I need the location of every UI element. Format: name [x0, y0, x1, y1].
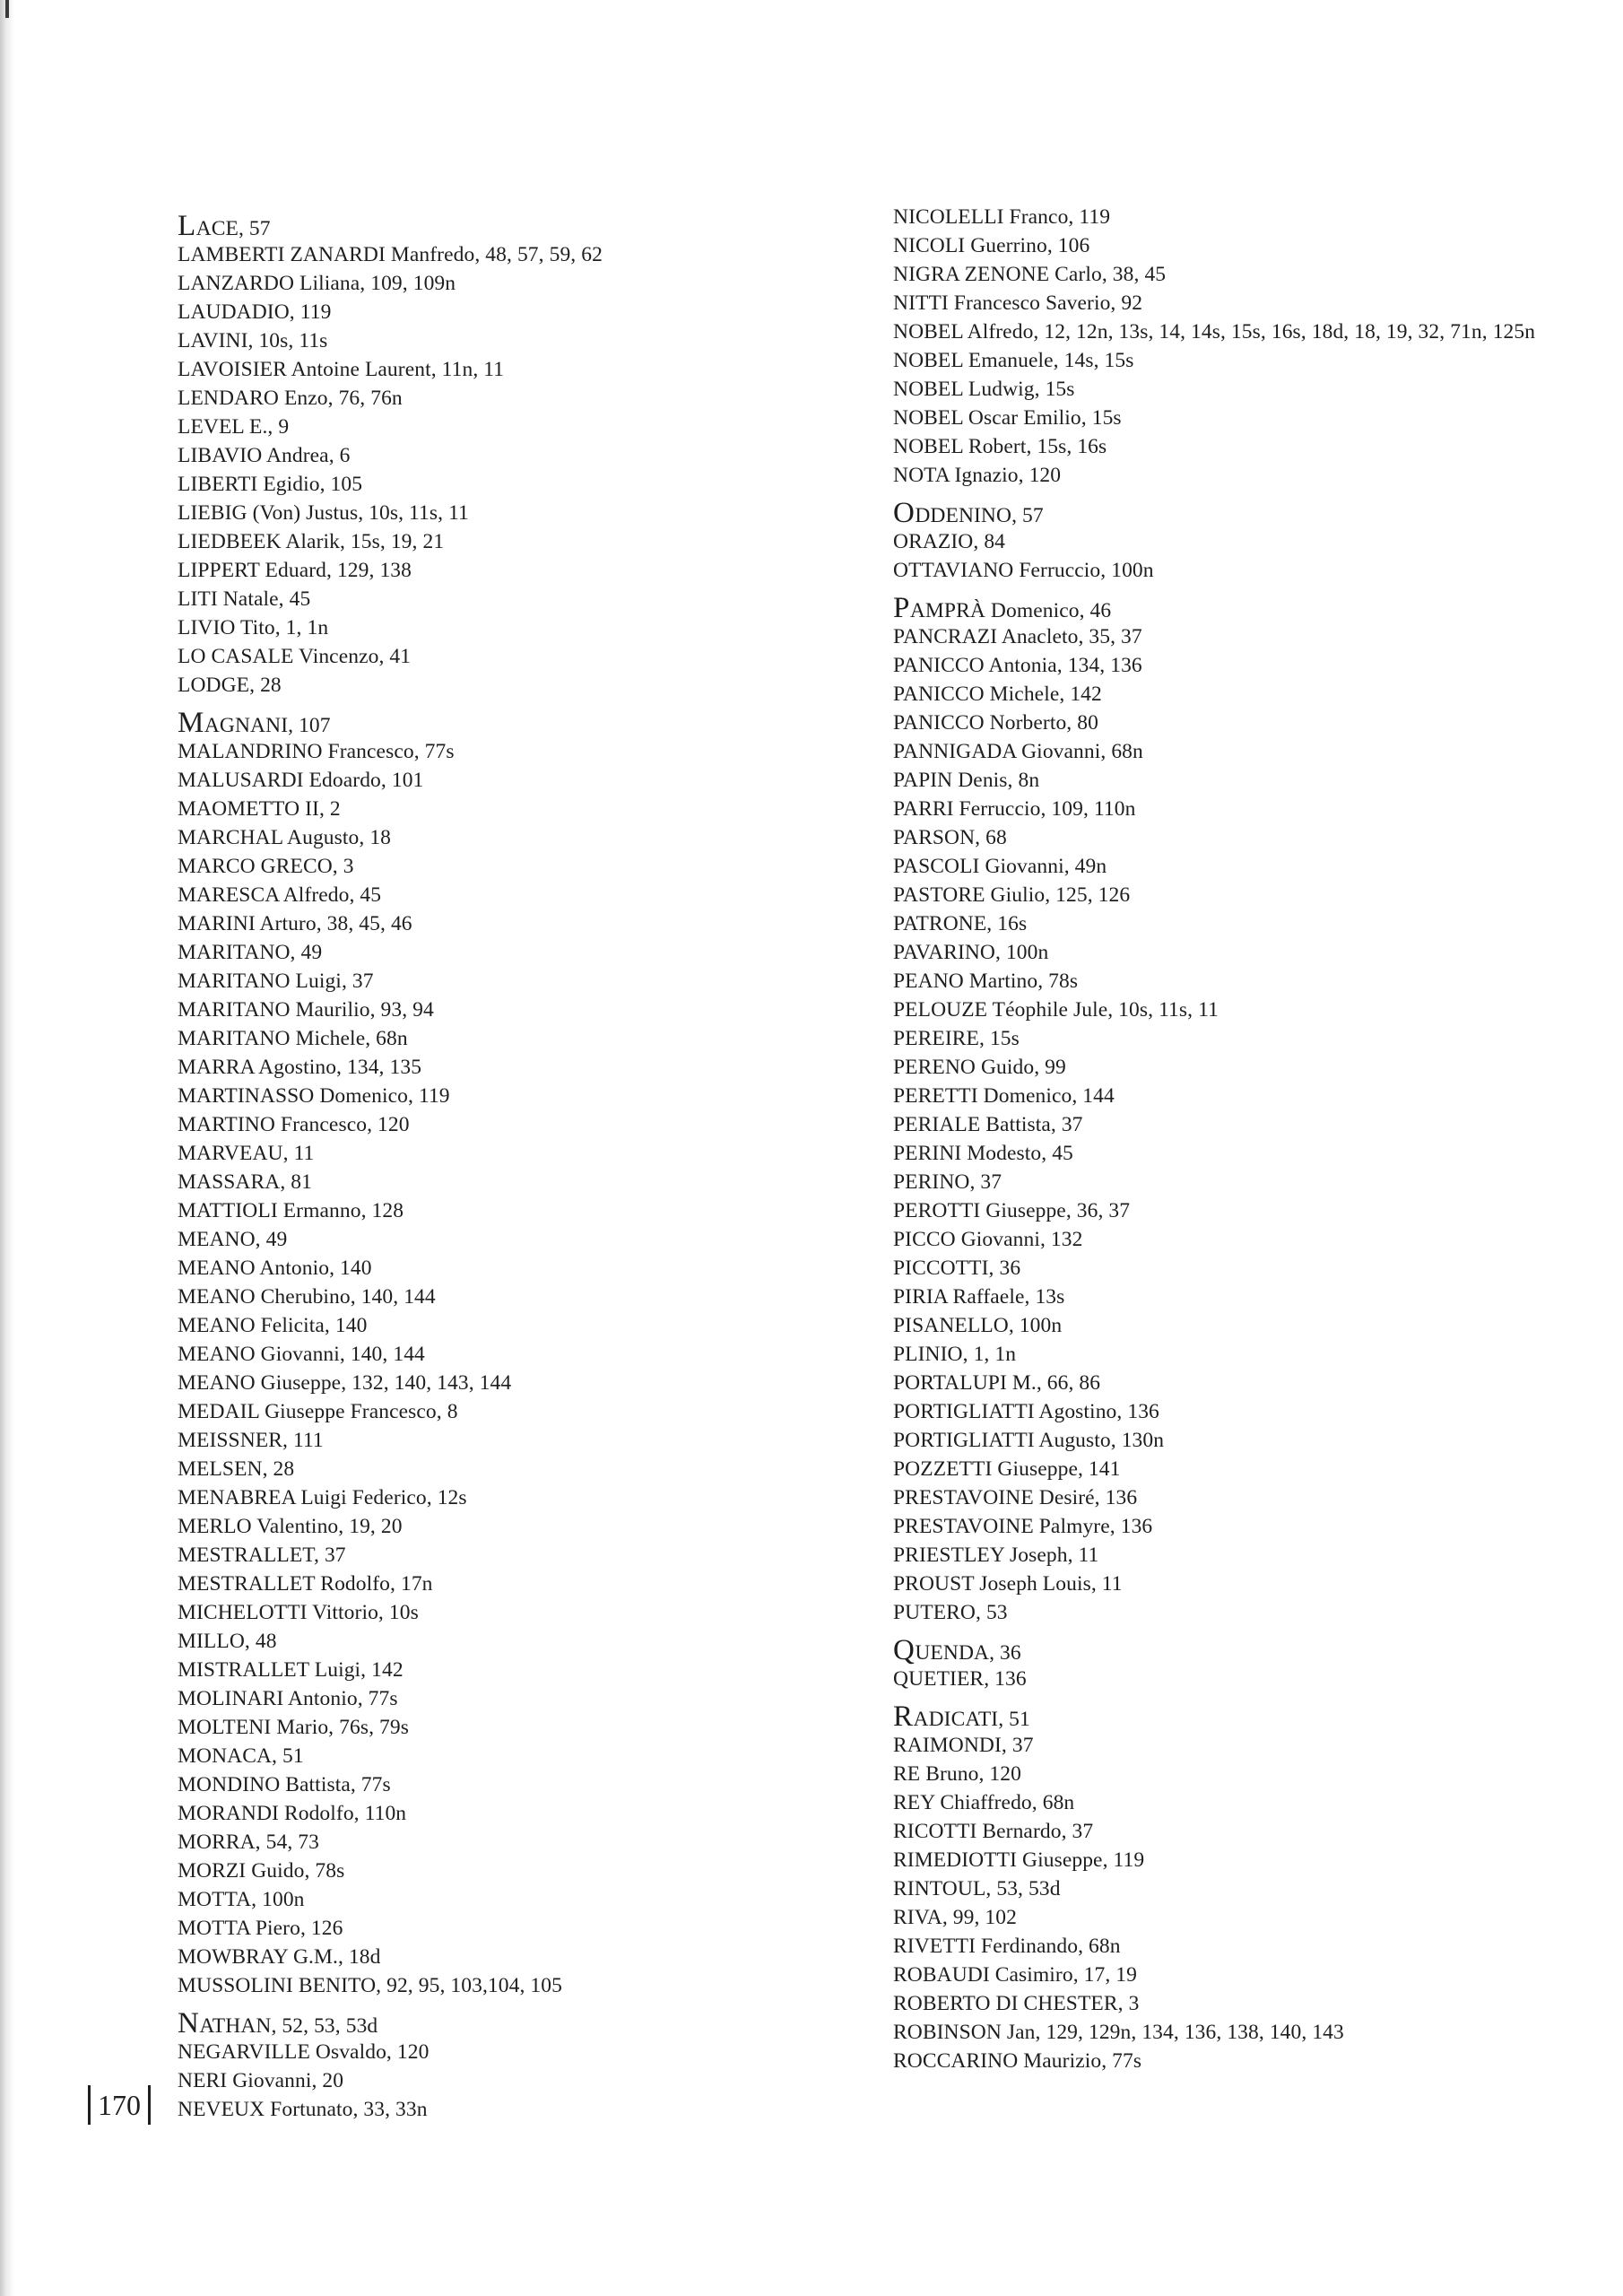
index-entry: LAMBERTI ZANARDI Manfredo, 48, 57, 59, 62	[178, 243, 603, 266]
index-entry: PEANO Martino, 78s	[893, 970, 1079, 993]
index-entry: ROCCARINO Maurizio, 77s	[893, 2049, 1142, 2073]
index-entry: PRESTAVOINE Desiré, 136	[893, 1486, 1138, 1509]
index-entry: MELSEN, 28	[178, 1457, 295, 1481]
index-entry-text: DDENINO, 57	[915, 504, 1044, 527]
index-entry: MONDINO Battista, 77s	[178, 1773, 391, 1796]
index-entry: MARITANO Maurilio, 93, 94	[178, 998, 434, 1022]
index-entry: MARITANO, 49	[178, 941, 323, 964]
index-section-start	[178, 212, 877, 240]
index-entry: PERETTI Domenico, 144	[893, 1084, 1115, 1108]
index-entry: NOBEL Oscar Emilio, 15s	[893, 406, 1122, 430]
index-entry: RIVETTI Ferdinando, 68n	[893, 1935, 1121, 1958]
index-entry: PICCOTTI, 36	[893, 1257, 1021, 1280]
section-initial-letter: L	[178, 210, 196, 242]
index-entry: NICOLI Guerrino, 106	[893, 234, 1090, 257]
page-edge-shadow	[0, 0, 14, 2296]
index-entry: NOTA Ignazio, 120	[893, 464, 1062, 487]
index-entry: PRESTAVOINE Palmyre, 136	[893, 1515, 1153, 1538]
index-entry: PISANELLO, 100n	[893, 1314, 1063, 1337]
index-entry: MARRA Agostino, 134, 135	[178, 1056, 422, 1079]
index-entry: LIBAVIO Andrea, 6	[178, 444, 351, 467]
index-entry: RINTOUL, 53, 53d	[893, 1877, 1061, 1900]
section-initial-letter: O	[893, 497, 916, 529]
index-entry: MOTTA Piero, 126	[178, 1917, 343, 1940]
index-entry: PASCOLI Giovanni, 49n	[893, 855, 1107, 878]
index-entry: NOBEL Emanuele, 14s, 15s	[893, 349, 1134, 372]
index-entry: LODGE, 28	[178, 674, 282, 697]
index-entry: MESTRALLET, 37	[178, 1544, 346, 1567]
binding-mark	[5, 0, 9, 18]
index-section-start	[178, 2009, 877, 2038]
index-entry: QUETIER, 136	[893, 1667, 1027, 1691]
index-entry: PORTIGLIATTI Augusto, 130n	[893, 1429, 1165, 1452]
index-entry: LITI Natale, 45	[178, 587, 311, 611]
index-entry: PARRI Ferruccio, 109, 110n	[893, 797, 1136, 821]
index-column-left	[178, 203, 877, 2124]
index-entry: PICCO Giovanni, 132	[893, 1228, 1083, 1251]
index-entry: LAVOISIER Antoine Laurent, 11n, 11	[178, 358, 505, 381]
index-entry: POZZETTI Giuseppe, 141	[893, 1457, 1121, 1481]
index-entry: MARITANO Luigi, 37	[178, 970, 374, 993]
index-entry-text: ACE, 57	[195, 217, 271, 240]
index-entry: MEANO Giuseppe, 132, 140, 143, 144	[178, 1371, 512, 1395]
index-entry: LIBERTI Egidio, 105	[178, 473, 363, 496]
index-entry: RE Bruno, 120	[893, 1762, 1021, 1786]
index-entry: PRIESTLEY Joseph, 11	[893, 1544, 1099, 1567]
index-entry: MEDAIL Giuseppe Francesco, 8	[178, 1400, 458, 1423]
index-entry: MARCHAL Augusto, 18	[178, 826, 392, 849]
index-entry: RIMEDIOTTI Giuseppe, 119	[893, 1848, 1145, 1872]
index-entry: PAVARINO, 100n	[893, 941, 1049, 964]
index-entry: PANICCO Norberto, 80	[893, 711, 1098, 735]
index-entry: MOTTA, 100n	[178, 1888, 305, 1911]
section-initial-letter: P	[893, 592, 910, 624]
index-entry: ROBINSON Jan, 129, 129n, 134, 136, 138, 140, 143	[893, 2021, 1344, 2044]
page-number	[88, 2083, 151, 2127]
index-section-start	[893, 1702, 1593, 1731]
index-entry: MARTINASSO Domenico, 119	[178, 1084, 450, 1108]
index-entry: REY Chiaffredo, 68n	[893, 1791, 1075, 1814]
index-entry: MEANO Felicita, 140	[178, 1314, 368, 1337]
index-entry: LAUDADIO, 119	[178, 300, 332, 324]
index-column-right	[893, 203, 1593, 2075]
index-entry: PELOUZE Téophile Jule, 10s, 11s, 11	[893, 998, 1219, 1022]
index-entry: LENDARO Enzo, 76, 76n	[178, 387, 403, 410]
index-entry: MORANDI Rodolfo, 110n	[178, 1802, 407, 1825]
index-entry: NOBEL Robert, 15s, 16s	[893, 435, 1107, 458]
index-entry: MARTINO Francesco, 120	[178, 1113, 410, 1136]
index-entry: PROUST Joseph Louis, 11	[893, 1572, 1123, 1596]
index-entry: MISTRALLET Luigi, 142	[178, 1658, 404, 1682]
index-entry-text: ADICATI, 51	[913, 1708, 1030, 1731]
index-entry: NERI Giovanni, 20	[178, 2069, 344, 2092]
index-entry: MARVEAU, 11	[178, 1142, 315, 1165]
index-entry: PAPIN Denis, 8n	[893, 769, 1040, 792]
index-entry: PERENO Guido, 99	[893, 1056, 1066, 1079]
index-entry-text: UENDA, 36	[915, 1641, 1021, 1665]
section-initial-letter: R	[893, 1700, 914, 1733]
index-entry: NITTI Francesco Saverio, 92	[893, 291, 1143, 315]
index-entry: ORAZIO, 84	[893, 530, 1006, 553]
index-entry: LO CASALE Vincenzo, 41	[178, 645, 412, 668]
index-entry: MEANO Antonio, 140	[178, 1257, 372, 1280]
index-entry: NOBEL Ludwig, 15s	[893, 378, 1075, 401]
index-entry: PASTORE Giulio, 125, 126	[893, 883, 1131, 907]
section-initial-letter: M	[178, 707, 204, 739]
index-entry: MEANO Cherubino, 140, 144	[178, 1285, 436, 1309]
index-section-start	[893, 1636, 1593, 1665]
index-entry: MILLO, 48	[178, 1630, 277, 1653]
index-entry: NOBEL Alfredo, 12, 12n, 13s, 14, 14s, 15s, 16s, 18d, 18, 19, 32, 71n, 125n	[893, 320, 1536, 344]
index-entry: MENABREA Luigi Federico, 12s	[178, 1486, 467, 1509]
index-section-start	[893, 594, 1593, 622]
index-entry: PANNIGADA Giovanni, 68n	[893, 740, 1143, 763]
index-entry: MORZI Guido, 78s	[178, 1859, 345, 1883]
index-entry: MICHELOTTI Vittorio, 10s	[178, 1601, 419, 1624]
section-initial-letter: N	[178, 2007, 200, 2039]
index-entry: MAOMETTO II, 2	[178, 797, 341, 821]
index-entry: PIRIA Raffaele, 13s	[893, 1285, 1065, 1309]
index-entry: MARINI Arturo, 38, 45, 46	[178, 912, 412, 935]
index-entry: RIVA, 99, 102	[893, 1906, 1017, 1929]
index-entry: ROBAUDI Casimiro, 17, 19	[893, 1963, 1137, 1987]
index-entry: PANICCO Antonia, 134, 136	[893, 654, 1142, 677]
index-entry: LEVEL E., 9	[178, 415, 290, 439]
page-number-bar-right	[148, 2085, 151, 2125]
index-section-start	[893, 499, 1593, 527]
index-entry: MASSARA, 81	[178, 1170, 312, 1194]
index-entry: MOLTENI Mario, 76s, 79s	[178, 1716, 409, 1739]
index-entry: LIPPERT Eduard, 129, 138	[178, 559, 412, 582]
index-entry: LANZARDO Liliana, 109, 109n	[178, 272, 456, 295]
index-entry: PORTIGLIATTI Agostino, 136	[893, 1400, 1159, 1423]
index-entry: LIVIO Tito, 1, 1n	[178, 616, 329, 639]
index-entry: NICOLELLI Franco, 119	[893, 205, 1111, 229]
index-entry: PLINIO, 1, 1n	[893, 1343, 1017, 1366]
index-entry: MUSSOLINI BENITO, 92, 95, 103,104, 105	[178, 1974, 562, 1997]
index-entry: NEGARVILLE Osvaldo, 120	[178, 2040, 430, 2064]
index-entry: PATRONE, 16s	[893, 912, 1028, 935]
index-entry: PARSON, 68	[893, 826, 1007, 849]
index-entry: MALUSARDI Edoardo, 101	[178, 769, 424, 792]
index-entry: PANCRAZI Anacleto, 35, 37	[893, 625, 1142, 648]
index-entry: MEISSNER, 111	[178, 1429, 324, 1452]
index-entry: MERLO Valentino, 19, 20	[178, 1515, 403, 1538]
index-entry: MARCO GRECO, 3	[178, 855, 354, 878]
index-entry: PEROTTI Giuseppe, 36, 37	[893, 1199, 1131, 1222]
index-entry: PERINO, 37	[893, 1170, 1002, 1194]
index-entry: LIEDBEEK Alarik, 15s, 19, 21	[178, 530, 445, 553]
index-entry: MOLINARI Antonio, 77s	[178, 1687, 398, 1710]
index-entry: MORRA, 54, 73	[178, 1831, 319, 1854]
index-entry: MESTRALLET Rodolfo, 17n	[178, 1572, 433, 1596]
index-entry: MEANO Giovanni, 140, 144	[178, 1343, 425, 1366]
index-entry-text: AMPRÀ Domenico, 46	[909, 599, 1112, 622]
index-entry: OTTAVIANO Ferruccio, 100n	[893, 559, 1154, 582]
index-entry: MOWBRAY G.M., 18d	[178, 1945, 381, 1969]
index-entry: RICOTTI Bernardo, 37	[893, 1820, 1094, 1843]
index-entry: MEANO, 49	[178, 1228, 288, 1251]
index-entry: PORTALUPI M., 66, 86	[893, 1371, 1101, 1395]
index-entry: PUTERO, 53	[893, 1601, 1008, 1624]
index-entry: PEREIRE, 15s	[893, 1027, 1020, 1050]
index-entry: RAIMONDI, 37	[893, 1734, 1034, 1757]
index-entry-text: AGNANI, 107	[204, 714, 331, 737]
index-entry: MONACA, 51	[178, 1744, 304, 1768]
index-entry: MATTIOLI Ermanno, 128	[178, 1199, 404, 1222]
index-entry: NIGRA ZENONE Carlo, 38, 45	[893, 263, 1167, 286]
index-entry: LIEBIG (Von) Justus, 10s, 11s, 11	[178, 501, 469, 525]
index-entry: MARESCA Alfredo, 45	[178, 883, 382, 907]
index-entry: MALANDRINO Francesco, 77s	[178, 740, 455, 763]
index-entry: PERINI Modesto, 45	[893, 1142, 1073, 1165]
page-number-text: 170	[98, 2089, 141, 2121]
index-entry: PERIALE Battista, 37	[893, 1113, 1083, 1136]
index-entry: PANICCO Michele, 142	[893, 683, 1102, 706]
index-entry: LAVINI, 10s, 11s	[178, 329, 328, 352]
index-entry: MARITANO Michele, 68n	[178, 1027, 408, 1050]
index-entry-text: ATHAN, 52, 53, 53d	[199, 2014, 378, 2038]
index-section-start	[178, 709, 877, 737]
index-entry: NEVEUX Fortunato, 33, 33n	[178, 2098, 428, 2121]
index-entry: ROBERTO DI CHESTER, 3	[893, 1992, 1140, 2015]
section-initial-letter: Q	[893, 1634, 916, 1666]
